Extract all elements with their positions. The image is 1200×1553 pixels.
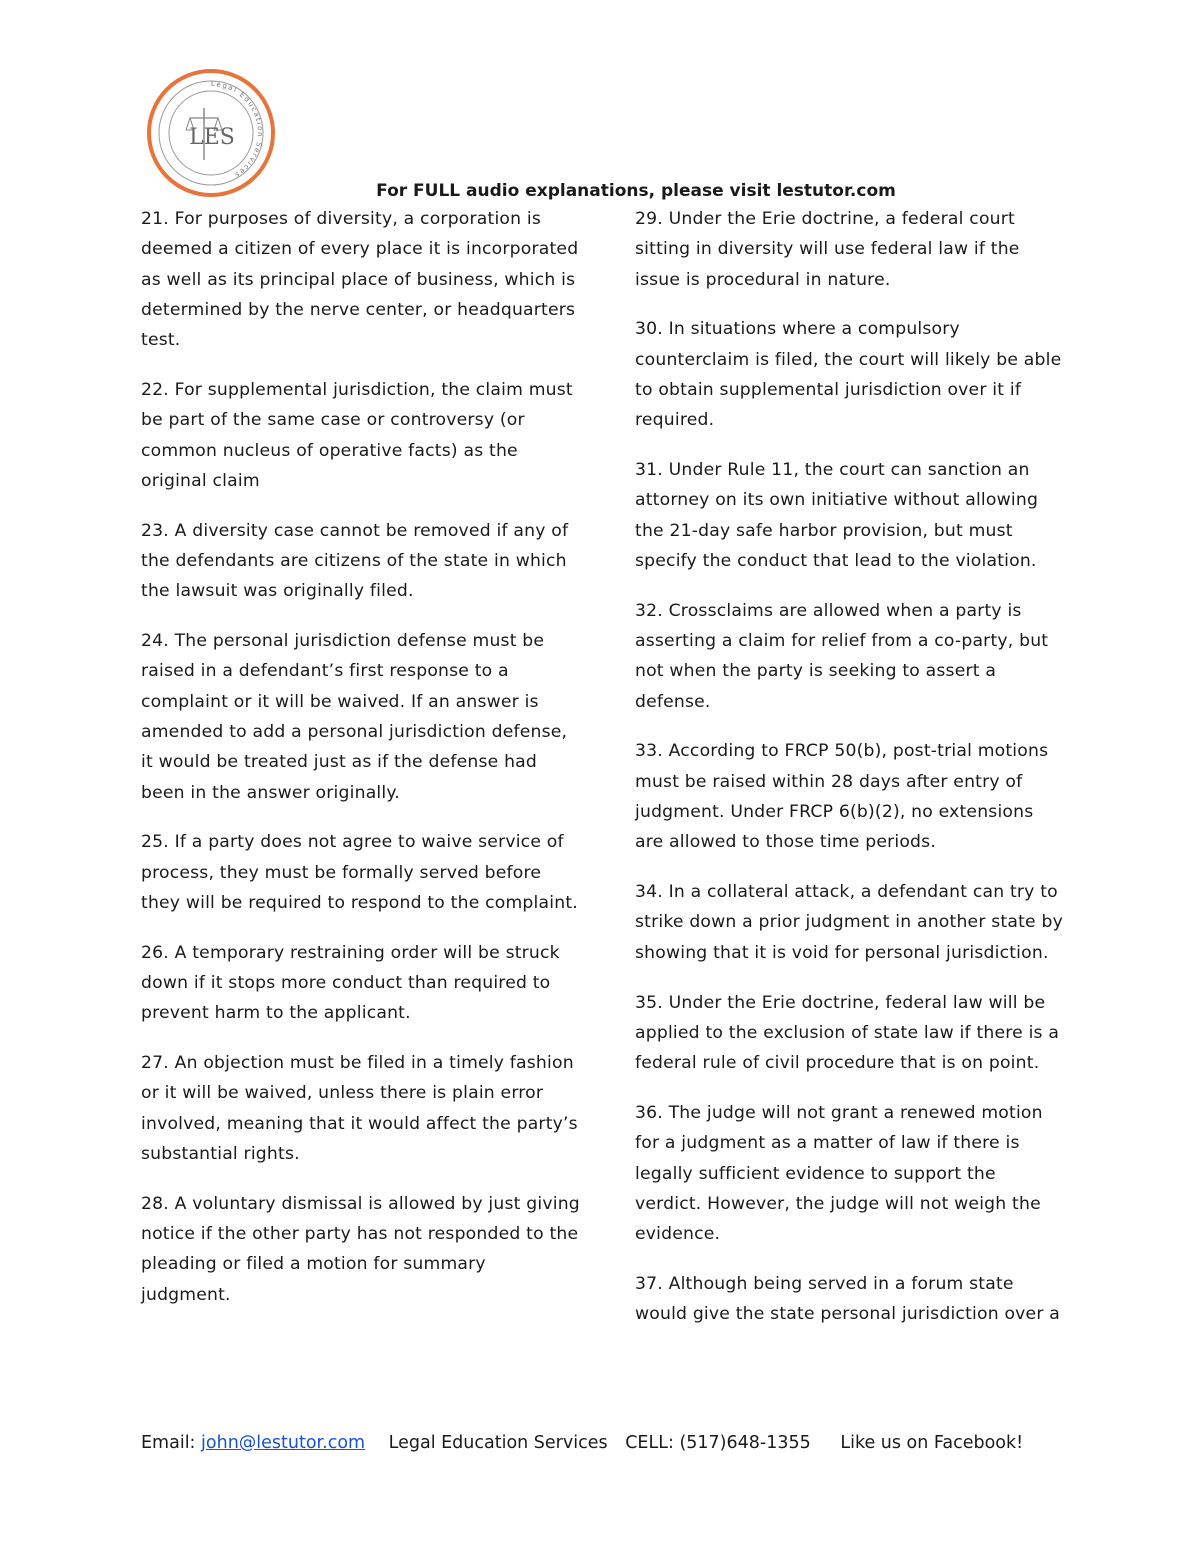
question-item [635,1098,1067,1249]
question-text: If a party does not agree to waive service of process, they must be formally served before they will be required to respond to the complaint. [141,832,578,913]
page-header: For FULL audio explanations, please visit lestutor.com [376,181,896,201]
question-number: 27. [141,1053,169,1074]
question-item [635,877,1067,968]
question-text: Crossclaims are allowed when a party is asserting a claim for relief from a co-party, but not when the party is seeking to assert a defense. [635,600,1049,712]
question-text: For supplemental jurisdiction, the claim must be part of the same case or controversy (or common nucleus of operative facts) as the original claim [141,379,573,491]
question-number: 22. [141,379,169,400]
cell-label: CELL: [625,1433,674,1453]
question-number: 31. [635,460,663,481]
question-number: 32. [635,600,663,621]
question-number: 37. [635,1273,663,1294]
question-item [635,596,1067,717]
right-column [635,204,1067,1349]
les-logo [146,68,276,198]
question-item [635,204,1067,295]
question-item [141,516,581,607]
question-text: Under the Erie doctrine, federal law will be applied to the exclusion of state law if there is a federal rule of civil procedure that is on point. [635,992,1060,1074]
question-item [635,1269,1067,1330]
question-text: The personal jurisdiction defense must be raised in a defendant’s first response to a complaint or it will be waived. If an answer is amended to add a personal jurisdiction defense, it would be treated just as if the defense had been in the answer originally. [141,631,568,803]
scales-of-justice-icon [146,68,276,198]
logo-letters: LES [189,125,235,150]
facebook-text: Like us on Facebook! [840,1433,1024,1453]
question-item [635,455,1067,576]
question-number: 36. [635,1102,663,1123]
left-column [141,204,581,1330]
question-item [635,736,1067,857]
question-text: An objection must be filed in a timely fashion or it will be waived, unless there is plain error involved, meaning that it would affect the party’s substantial rights. [141,1053,578,1165]
question-number: 26. [141,942,169,963]
email-link[interactable]: john@lestutor.com [201,1433,366,1453]
question-text: A voluntary dismissal is allowed by just giving notice if the other party has not responded to the pleading or filed a motion for summary judgment. [141,1193,580,1305]
question-text: A temporary restraining order will be struck down if it stops more conduct than required to prevent harm to the applicant. [141,942,560,1024]
question-number: 30. [635,319,663,340]
question-text: For purposes of diversity, a corporation is deemed a citizen of every place it is incorporated as well as its principal place of business, which is determined by the nerve center, or headquarters test. [141,209,579,351]
question-text: A diversity case cannot be removed if any of the defendants are citizens of the state in which the lawsuit was originally filed. [141,520,569,602]
question-item [141,1048,581,1169]
org-name: Legal Education Services [388,1433,608,1453]
page-footer [141,1431,1023,1455]
question-item [141,204,581,355]
question-number: 34. [635,882,663,903]
question-item [635,314,1067,435]
question-number: 28. [141,1193,169,1214]
question-item [141,827,581,918]
question-number: 23. [141,520,169,541]
question-number: 35. [635,992,663,1013]
question-text: In a collateral attack, a defendant can try to strike down a prior judgment in another state by showing that it is void for personal jurisdiction. [635,882,1063,963]
question-text: The judge will not grant a renewed motion for a judgment as a matter of law if there is legally sufficient evidence to support the verdict. However, the judge will not weigh the evidence. [635,1102,1043,1245]
email-label: Email: [141,1433,196,1453]
question-number: 25. [141,832,169,853]
question-item [141,1189,581,1310]
question-item [141,626,581,808]
question-text: Under the Erie doctrine, a federal court sitting in diversity will use federal law if the issue is procedural in nature. [635,209,1020,290]
question-number: 33. [635,741,663,762]
question-text: Although being served in a forum state would give the state personal jurisdiction over a [635,1273,1060,1325]
question-item [635,988,1067,1079]
question-number: 21. [141,209,169,229]
question-text: In situations where a compulsory counterclaim is filed, the court will likely be able to obtain supplemental jurisdiction over it if required. [635,319,1062,431]
question-item [141,938,581,1029]
question-number: 29. [635,209,663,229]
question-text: Under Rule 11, the court can sanction an attorney on its own initiative without allowing the 21-day safe harbor provision, but must specify the conduct that lead to the violation. [635,460,1039,571]
question-item [141,375,581,496]
logo-ring-text: Legal Education Services [210,79,265,180]
question-number: 24. [141,631,169,652]
cell-number: (517)648-1355 [679,1433,811,1453]
question-text: According to FRCP 50(b), post-trial motions must be raised within 28 days after entry of judgment. Under FRCP 6(b)(2), no extensions are allowed to those time periods. [635,741,1049,853]
